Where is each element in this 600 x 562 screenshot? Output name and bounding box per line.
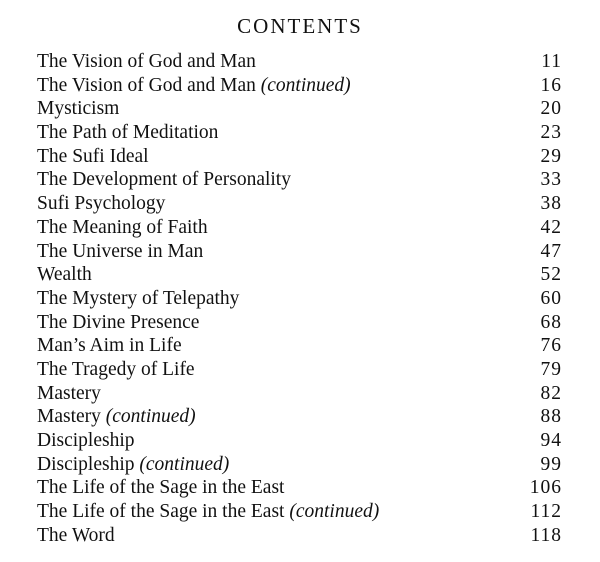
toc-entry-title-text: The Vision of God and Man [37,74,261,96]
toc-entry [37,145,562,169]
toc-entry-title [37,263,92,287]
toc-entry [37,263,562,287]
toc-entry-page-number: 47 [540,240,562,262]
toc-entry-title [37,192,165,216]
toc-entry-title-text: Discipleship [37,430,135,451]
toc-entry-title-text: The Mystery of Telepathy [37,287,240,309]
toc-entry-title-text: The Life of the Sage in the East [37,477,285,499]
toc-entry-page-number: 23 [540,122,562,144]
toc-entry-title-text: Sufi Psychology [37,193,166,215]
toc-entry-page-number: 11 [541,51,562,72]
toc-entry-page-number: 79 [540,358,562,380]
toc-entry-page-number: 60 [540,287,562,309]
toc-entry [37,192,562,216]
toc-entry-title [37,382,101,406]
toc-entry-title-text: The Universe in Man [37,240,204,262]
toc-entry [37,405,562,429]
toc-entry [37,500,562,524]
toc-entry-title-text: The Development of Personality [37,169,291,191]
toc-entry [37,311,562,335]
toc-entry [37,74,562,98]
toc-entry-title-text: Wealth [37,264,92,286]
toc-entry-title [37,74,351,98]
toc-entry-title-text: The Path of Meditation [37,122,219,144]
toc-entry-note: (continued) [289,501,380,523]
toc-entry-title [37,334,182,358]
toc-entry-title-text: Mysticism [37,98,120,120]
toc-entry-title [37,240,203,264]
toc-entry-title [37,287,239,311]
toc-entry-title [37,311,199,335]
toc-entry [37,429,562,453]
toc-entry-page-number: 88 [540,406,562,428]
toc-entry-title-text: Mastery [37,406,106,428]
toc-entry-title-text: The Divine Presence [37,311,200,333]
toc-entry [37,97,562,121]
toc-entry-page-number: 99 [540,453,562,475]
toc-entry [37,240,562,264]
toc-entry [37,334,562,358]
toc-entry [37,216,562,240]
toc-entry [37,168,562,192]
toc-entry [37,453,562,477]
toc-entry-page-number: 38 [540,193,562,215]
toc-entry-title [37,429,135,453]
toc-entry-page-number: 68 [540,311,562,333]
toc-entry-title [37,97,119,121]
toc-entry-title-text: The Sufi Ideal [37,145,149,167]
toc-entry-note: (continued) [260,74,351,96]
toc-entry-page-number: 76 [540,335,562,357]
toc-entry-page-number: 118 [530,524,562,546]
toc-entry-page-number: 33 [540,169,562,191]
toc-entry-title-text: The Vision of God and Man [37,51,256,72]
toc-entry-title [37,524,115,548]
toc-entry-title-text: The Life of the Sage in the East [37,501,290,523]
toc-entry-page-number: 16 [540,74,562,96]
toc-entry-title [37,145,149,169]
toc-entry [37,50,562,74]
toc-entry [37,524,562,548]
toc-entry-title-text: Mastery [37,382,101,404]
toc-entry-title [37,453,229,477]
toc-entry-page-number: 94 [540,430,562,451]
toc-entry [37,287,562,311]
toc-entry-page-number: 112 [530,501,562,523]
toc-entry-title [37,358,195,382]
toc-entry-page-number: 20 [540,98,562,120]
toc-entry-page-number: 106 [529,477,562,499]
toc-entry-page-number: 29 [540,145,562,167]
toc-entry-page-number: 42 [540,216,562,238]
page-title: CONTENTS [237,14,363,38]
toc-entry-title-text: The Tragedy of Life [37,358,195,380]
toc-entry [37,476,562,500]
toc-entry-page-number: 52 [540,264,562,286]
toc-entry-title [37,216,208,240]
toc-entry-title [37,500,379,524]
toc-entry-title [37,121,218,145]
toc-entry-title-text: The Meaning of Faith [37,216,208,238]
toc-entry-page-number: 82 [540,382,562,404]
toc-entry-title [37,50,256,74]
toc-entry [37,121,562,145]
toc-entry-title [37,405,196,429]
toc-entry-note: (continued) [105,406,196,428]
toc-entry-title-text: The Word [37,524,115,546]
toc-entry-note: (continued) [139,453,230,475]
toc-entry-title [37,168,291,192]
toc-entry-title-text: Man’s Aim in Life [37,335,182,357]
toc-entry [37,382,562,406]
toc-entry-title-text: Discipleship [37,453,140,475]
toc-entry-title [37,476,284,500]
toc-entry [37,358,562,382]
table-of-contents [37,50,562,547]
